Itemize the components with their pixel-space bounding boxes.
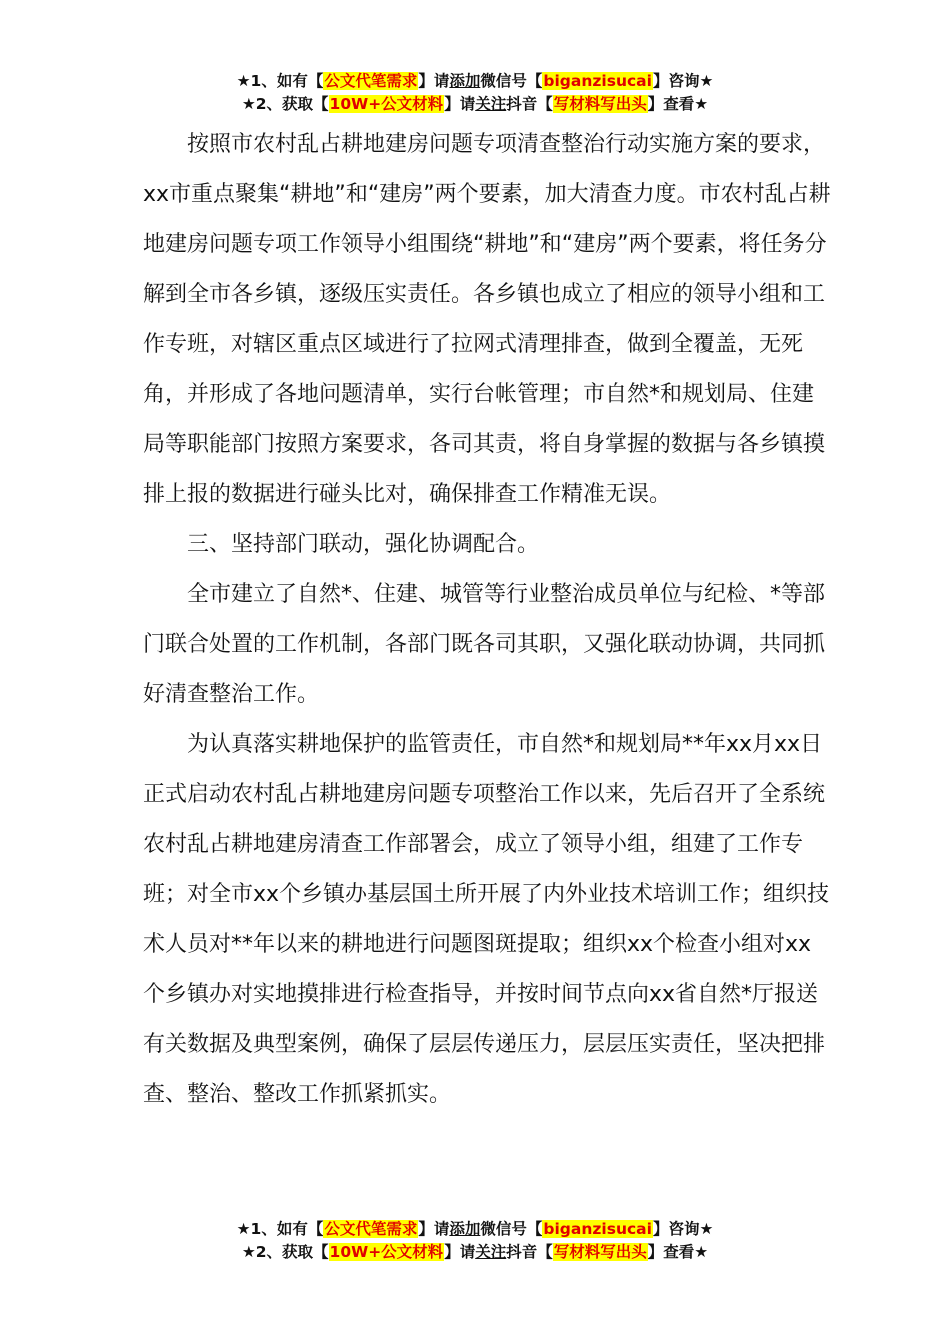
banner-text: 】请 [418,72,450,90]
banner-highlight: biganzisucai [543,72,652,90]
banner-text: 】查看★ [647,95,709,113]
banner-highlight: 10W+公文材料 [329,95,444,113]
banner-highlight: 10W+公文材料 [329,1243,444,1261]
banner-underlined: 关注 [475,95,507,113]
banner-text: ★1、如有【 [236,72,324,90]
banner-underlined: 关注 [475,1243,507,1261]
banner-text: 】咨询★ [652,1220,714,1238]
banner-text: ★1、如有【 [236,1220,324,1238]
banner-text: 微信号【 [480,1220,543,1238]
banner-line-2 [0,1241,950,1264]
banner-highlight: 写材料写出头 [553,95,647,113]
banner-highlight: biganzisucai [543,1220,652,1238]
paragraph: 全市建立了自然*、住建、城管等行业整治成员单位与纪检、*等部门联合处置的工作机制，各部门既各司其职，又强化联动协调，共同抓好清查整治工作。 [143,582,826,707]
banner-text: 】请 [444,95,476,113]
banner-line-1 [0,70,950,93]
banner-text: 】请 [444,1243,476,1261]
banner-text: 微信号【 [480,72,543,90]
banner-text: 抖音【 [506,95,553,113]
footer-banner [0,1218,950,1264]
document-body [143,120,833,1120]
banner-underlined: 添加 [449,1220,481,1238]
paragraph: 为认真落实耕地保护的监管责任，市自然*和规划局**年xx月xx日正式启动农村乱占耕地建房问题专项整治工作以来，先后召开了全系统农村乱占耕地建房清查工作部署会，成立了领导小组，组建了工作专班；对全市xx个乡镇办基层国土所开展了内外业技术培训工作；组织技术人员对**年以来的耕地进行问题图斑提取；组织xx个检查小组对xx个乡镇办对实地摸排进行检查指导，并按时间节点向xx省自然*厅报送有关数据及典型案例，确保了层层传递压力，层层压实责任，坚决把排查、整治、整改工作抓紧抓实。 [143,732,830,1107]
paragraph: 按照市农村乱占耕地建房问题专项清查整治行动实施方案的要求，xx市重点聚集“耕地”和“建房”两个要素，加大清查力度。市农村乱占耕地建房问题专项工作领导小组围绕“耕地”和“建房”两个要素，将任务分解到全市各乡镇，逐级压实责任。各乡镇也成立了相应的领导小组和工作专班，对辖区重点区域进行了拉网式清理排查，做到全覆盖，无死角，并形成了各地问题清单，实行台帐管理；市自然*和规划局、住建局等职能部门按照方案要求，各司其责，将自身掌握的数据与各乡镇摸排上报的数据进行碰头比对，确保排查工作精准无误。 [143,132,831,507]
section-heading: 三、坚持部门联动，强化协调配合。 [187,532,540,557]
banner-highlight: 公文代笔需求 [324,1220,418,1238]
banner-text: 】咨询★ [652,72,714,90]
banner-highlight: 公文代笔需求 [324,72,418,90]
banner-line-1 [0,1218,950,1241]
banner-text: ★2、获取【 [241,95,329,113]
banner-highlight: 写材料写出头 [553,1243,647,1261]
banner-text: ★2、获取【 [241,1243,329,1261]
banner-underlined: 添加 [449,72,481,90]
banner-line-2 [0,93,950,116]
banner-text: 】请 [418,1220,450,1238]
header-banner [0,70,950,116]
banner-text: 抖音【 [506,1243,553,1261]
banner-text: 】查看★ [647,1243,709,1261]
